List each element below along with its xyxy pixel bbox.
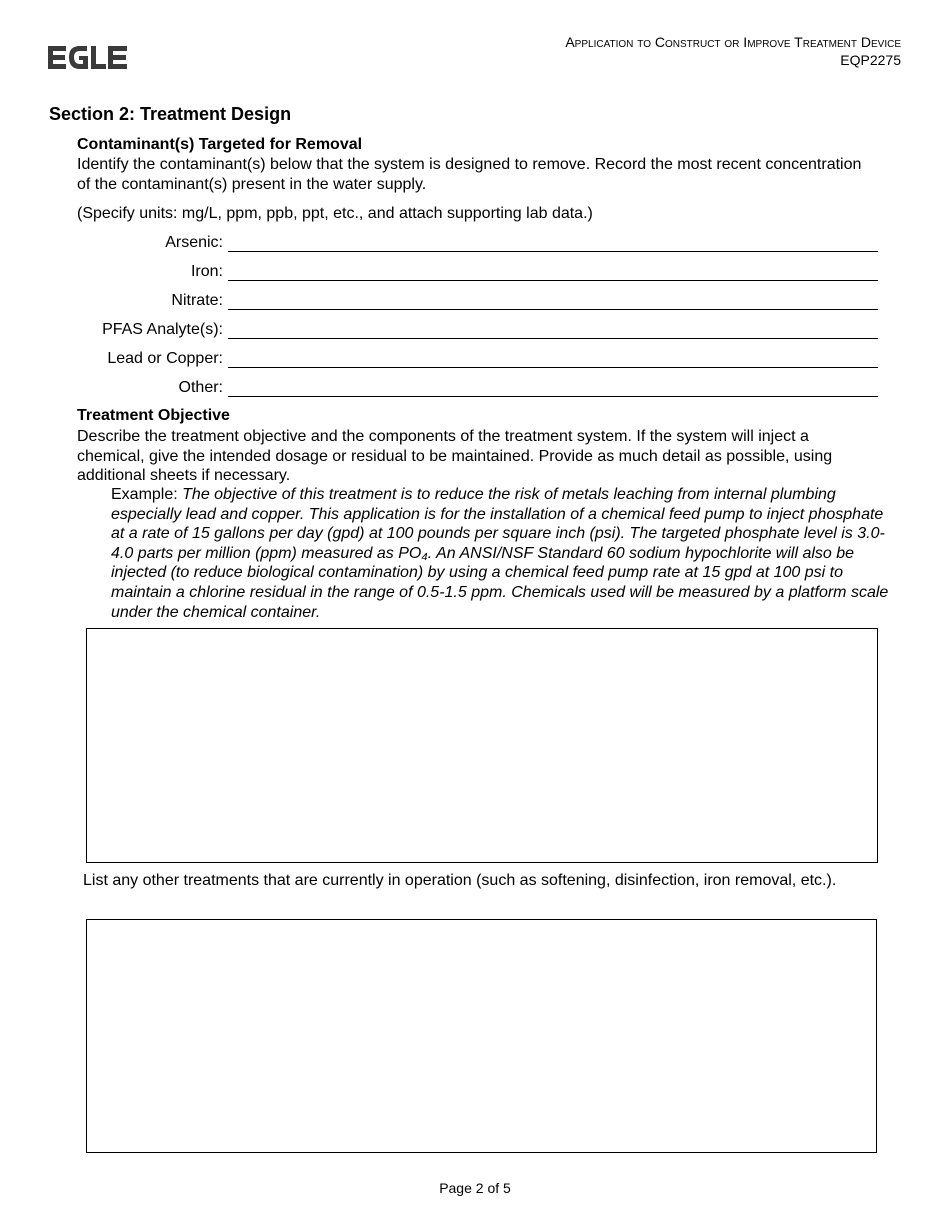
form-title: Application to Construct or Improve Treatment Device	[565, 34, 901, 50]
objective-heading: Treatment Objective	[77, 407, 230, 424]
units-note: (Specify units: mg/L, ppm, ppb, ppt, etc., and attach supporting lab data.)	[77, 205, 593, 222]
contaminants-description: Identify the contaminant(s) below that the system is designed to remove. Record the most recent concentration of the contaminant(s) present in the water supply.	[77, 156, 862, 193]
iron-input[interactable]	[228, 280, 878, 281]
example-prefix: Example:	[111, 486, 183, 503]
lead-copper-input[interactable]	[228, 367, 878, 368]
arsenic-input[interactable]	[228, 251, 878, 252]
other-input[interactable]	[228, 396, 878, 397]
other-treatments-response-box[interactable]	[86, 919, 877, 1153]
field-row-nitrate	[0, 291, 950, 313]
arsenic-label: Arsenic:	[165, 234, 223, 251]
form-header	[565, 33, 901, 69]
nitrate-label: Nitrate:	[171, 292, 223, 309]
form-number: EQP2275	[840, 52, 901, 68]
section-title: Section 2: Treatment Design	[49, 104, 292, 124]
objective-example	[111, 485, 901, 622]
field-row-iron	[0, 262, 950, 284]
example-text: The objective of this treatment is to reduce the risk of metals leaching from internal plumbing especially lead and copper. This application is for the installation of a chemical feed pump to inject phosphate at a rate of 15 gallons per day (gpd) at 100 pounds per square inch (psi). The targeted phosphate level is 3.0-4.0 parts per million (ppm) measured as PO₄. An ANSI/NSF Standard 60 sodium hypochlorite will also be injected (to reduce biological contamination) by using a chemical feed pump rate at 15 gpd at 100 psi to maintain a chlorine residual in the range of 0.5-1.5 ppm. Chemicals used will be measured by a platform scale under the chemical container.	[111, 486, 889, 621]
contaminants-heading: Contaminant(s) Targeted for Removal	[77, 136, 363, 153]
pfas-input[interactable]	[228, 338, 878, 339]
field-row-other	[0, 378, 950, 400]
iron-label: Iron:	[190, 263, 223, 280]
lead-copper-label: Lead or Copper:	[107, 350, 223, 367]
egle-logo	[48, 44, 128, 72]
field-row-arsenic	[0, 233, 950, 255]
field-row-lead-copper	[0, 349, 950, 371]
page-number: Page 2 of 5	[439, 1180, 511, 1196]
objective-response-box[interactable]	[86, 628, 878, 863]
other-label: Other:	[178, 379, 223, 396]
field-row-pfas	[0, 320, 950, 342]
other-treatments-prompt: List any other treatments that are currently in operation (such as softening, disinfection, iron removal, etc.).	[83, 872, 837, 889]
pfas-label: PFAS Analyte(s):	[102, 321, 223, 338]
nitrate-input[interactable]	[228, 309, 878, 310]
objective-description: Describe the treatment objective and the components of the treatment system. If the system will inject a chemical, give the intended dosage or residual to be maintained. Provide as much detail as possible, using additional sheets if necessary.	[77, 428, 833, 484]
